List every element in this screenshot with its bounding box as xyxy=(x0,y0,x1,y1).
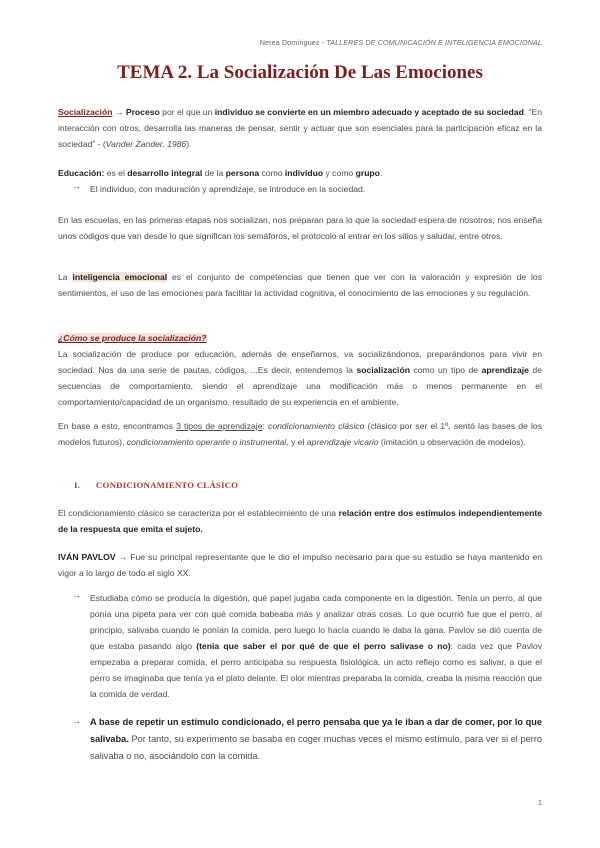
question-heading: ¿Cómo se produce la socialización? xyxy=(58,333,207,343)
term-socializacion: Socialización xyxy=(58,107,113,117)
page-header xyxy=(260,38,542,47)
arrow-bullet-icon: → xyxy=(72,716,81,726)
page-number: 1 xyxy=(537,798,542,807)
bullet-estimulo: A base de repetir un estímulo condicionado, el perro pensaba que ya le iban a dar de comer, por lo que salivaba. Por tanto, su experimento se basaba en coger muchas veces el mismo estímulo, para ver si el perro salivaba o no, asociándolo con la comida. xyxy=(90,717,542,761)
definition-socializacion: Socialización → Proceso por el que un individuo se convierte en un miembro adecuado y aceptado de su sociedad. “En interacción con otros, desarrolla las maneras de pensar, sentir y actuar que son esenciales para la participación eficaz en la sociedad” - (Vander Zander, 1986). xyxy=(58,107,543,149)
header-author: Nerea Domínguez - xyxy=(259,38,327,47)
arrow-bullet-icon: → xyxy=(72,590,81,600)
paragraph-escuelas: En las escuelas, en las primeras etapas nos socializan, nos preparan para lo que la sociedad espera de nosotros, nos enseña unos códigos que van desde lo que significan los semáforos, el protocolo al entrar en los sitios y saludar, entre otros. xyxy=(58,215,542,241)
bullet-individuo: El individuo, con maduración y aprendizaje, se introduce en la sociedad. xyxy=(90,184,366,194)
section-heading: I. CONDICIONAMIENTO CLÁSICO xyxy=(74,480,239,490)
definition-educacion: Educación: es el desarrollo integral de la persona como individuo y como grupo. xyxy=(58,168,383,178)
arrow-bullet-icon: → xyxy=(72,181,81,191)
paragraph-condicionamiento: El condicionamiento clásico se caracteriza por el establecimiento de una relación entre dos estímulos independientemente de la respuesta que emita el sujeto. xyxy=(58,508,542,534)
bullet-digestion: Estudiaba cómo se producía la digestión, qué papel jugaba cada componente en la digestión. Tenía un perro, al que ponía una pipeta para ver con qué comida babeaba más y analizar otras cosas. Lo que ocurrió fue que el perro, al principio, salivaba cuando le ponían la comida, pero luego lo hacía cuando le daba la gana. Pavlov se dió cuenta de que estaba pasando algo (tenía que saber el por qué de que el perro salivase o no): cada vez que Pavlov empezaba a preparar comida, el perro anticipaba su respuesta fisiológica, un acto reflejo como es salivar, a que el perro se imaginaba que tenía ya el plato delante. El olor mientras preparaba la comida, creaba la misma reacción que la comida de verdad. xyxy=(90,593,542,699)
page-title: TEMA 2. La Socialización De Las Emociones xyxy=(117,62,483,83)
header-subtitle: TALLERES DE COMUNICACIÓN E INTELIGENCIA EMOCIONAL xyxy=(326,38,542,47)
paragraph-tipos-aprendizaje: En base a esto, encontramos 3 tipos de aprendizaje: condicionamiento clásico (clásico por ser el 1º, sentó las bases de los modelos futuros), condicionamiento operante o instrumental, y el aprendizaje vicario (imitación u observación de modelos). xyxy=(58,421,542,447)
paragraph-socializacion-educacion: La socialización de produce por educación, además de enseñarnos, va socializándonos, preparándonos para vivir en sociedad. Nos da una serie de pautas, códigos, ...Es decir, entendemos la socialización como un tipo de aprendizaje de secuencias de comportamiento, siendo el aprendizaje una modificación más o menos permanente en el comportamiento/capacidad de un organismo, resultado de su experiencia en el ambiente. xyxy=(58,349,542,407)
paragraph-pavlov: IVÁN PAVLOV → Fue su principal representante que le dio el impulso necesario para que su estudio se haya mantenido en vigor a lo largo de todo el siglo XX. xyxy=(58,552,543,578)
paragraph-inteligencia-emocional: La inteligencia emocional es el conjunto de competencias que tienen que ver con la valoración y expresión de los sentimientos, el uso de las emociones para facilitar la actividad cognitiva, el conocimiento de las emociones y su regulación. xyxy=(58,272,542,298)
